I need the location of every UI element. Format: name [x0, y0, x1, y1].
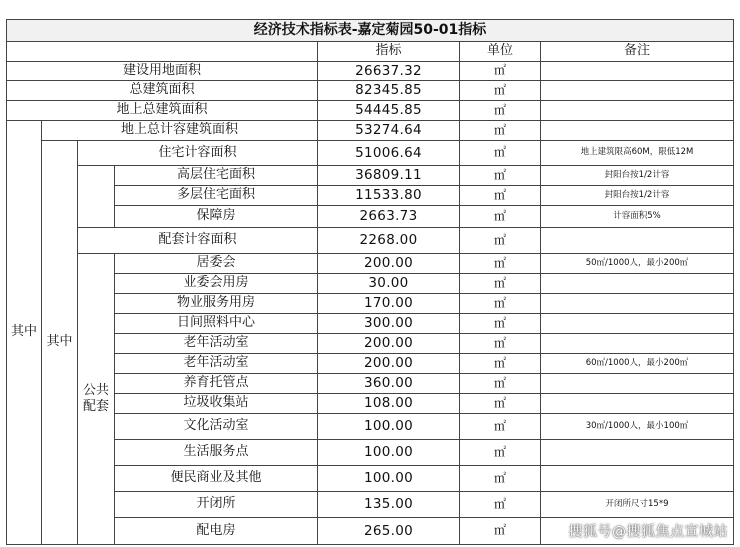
row-unit: ㎡: [460, 274, 541, 294]
row-unit: ㎡: [460, 374, 541, 394]
row-value: 30.00: [318, 274, 460, 294]
row-value: 36809.11: [318, 166, 460, 186]
group-label-public: [78, 254, 115, 545]
row-note: [541, 121, 734, 141]
row-note: 开闭所尺寸15*9: [541, 492, 734, 518]
row-unit: ㎡: [460, 440, 541, 466]
row-note: [541, 274, 734, 294]
row-note: [541, 374, 734, 394]
row-value: 108.00: [318, 394, 460, 414]
row-unit: ㎡: [460, 466, 541, 492]
row-name: 日间照料中心: [115, 314, 318, 334]
row-unit: ㎡: [460, 492, 541, 518]
row-unit: ㎡: [460, 141, 541, 166]
row-value: 200.00: [318, 334, 460, 354]
group-label-public-line1: 公共: [82, 382, 109, 398]
row-name: 配电房: [115, 518, 318, 545]
row-value: 200.00: [318, 254, 460, 274]
row-unit: ㎡: [460, 394, 541, 414]
row-note: 30㎡/1000人，最小100㎡: [541, 414, 734, 440]
row-unit: ㎡: [460, 81, 541, 101]
row-name: 住宅计容面积: [78, 141, 318, 166]
row-note: 计容面积5%: [541, 206, 734, 228]
row-name: 保障房: [115, 206, 318, 228]
row-name: 多层住宅面积: [115, 186, 318, 206]
row-note: 封阳台按1/2计容: [541, 186, 734, 206]
header-unit: 单位: [460, 42, 541, 62]
row-note: [541, 62, 734, 81]
row-name: 地上总计容建筑面积: [42, 121, 318, 141]
row-name: 文化活动室: [115, 414, 318, 440]
group-label-public-line2: 配套: [82, 399, 109, 414]
watermark: 搜狐号@搜狐焦点宣城站: [568, 524, 728, 540]
row-name: 高层住宅面积: [115, 166, 318, 186]
row-value: 200.00: [318, 354, 460, 374]
row-name: 建设用地面积: [6, 62, 318, 81]
row-name: 养育托管点: [115, 374, 318, 394]
row-value: 265.00: [318, 518, 460, 545]
row-value: 2268.00: [318, 228, 460, 254]
row-unit: ㎡: [460, 354, 541, 374]
row-note: [541, 440, 734, 466]
row-value: 11533.80: [318, 186, 460, 206]
row-name: 垃圾收集站: [115, 394, 318, 414]
row-note: [541, 334, 734, 354]
header-blank: [6, 42, 318, 62]
row-unit: ㎡: [460, 518, 541, 545]
row-note: 地上建筑限高60M，限低12M: [541, 141, 734, 166]
row-note: 封阳台按1/2计容: [541, 166, 734, 186]
row-note: 50㎡/1000人，最小200㎡: [541, 254, 734, 274]
row-unit: ㎡: [460, 206, 541, 228]
row-name: 生活服务点: [115, 440, 318, 466]
row-name: 物业服务用房: [115, 294, 318, 314]
residential-subgroup-cell: [78, 166, 115, 228]
row-unit: ㎡: [460, 62, 541, 81]
row-value: 360.00: [318, 374, 460, 394]
row-unit: ㎡: [460, 254, 541, 274]
row-name: 便民商业及其他: [115, 466, 318, 492]
row-note: [541, 228, 734, 254]
row-name: 开闭所: [115, 492, 318, 518]
row-unit: ㎡: [460, 101, 541, 121]
row-name: 居委会: [115, 254, 318, 274]
row-name: 老年活动室: [115, 334, 318, 354]
header-indicator: 指标: [318, 42, 460, 62]
row-name: 地上总建筑面积: [6, 101, 318, 121]
row-value: 26637.32: [318, 62, 460, 81]
row-value: 100.00: [318, 466, 460, 492]
row-value: 135.00: [318, 492, 460, 518]
row-unit: ㎡: [460, 166, 541, 186]
group-label-outer: 其中: [6, 121, 42, 545]
header-remark: 备注: [541, 42, 734, 62]
row-unit: ㎡: [460, 314, 541, 334]
row-value: 300.00: [318, 314, 460, 334]
row-unit: ㎡: [460, 121, 541, 141]
row-note: [541, 466, 734, 492]
row-unit: ㎡: [460, 334, 541, 354]
row-value: 170.00: [318, 294, 460, 314]
row-note: [541, 294, 734, 314]
row-note: [541, 101, 734, 121]
row-unit: ㎡: [460, 228, 541, 254]
row-note: [541, 314, 734, 334]
row-unit: ㎡: [460, 414, 541, 440]
table-title: 经济技术指标表-嘉定菊园50-01指标: [6, 19, 734, 42]
row-note: [541, 81, 734, 101]
row-value: 100.00: [318, 440, 460, 466]
group-label-mid: 其中: [42, 141, 78, 545]
row-unit: ㎡: [460, 186, 541, 206]
row-unit: ㎡: [460, 294, 541, 314]
row-note: [541, 394, 734, 414]
row-name: 配套计容面积: [78, 228, 318, 254]
row-value: 51006.64: [318, 141, 460, 166]
row-value: 54445.85: [318, 101, 460, 121]
row-name: 总建筑面积: [6, 81, 318, 101]
row-name: 老年活动室: [115, 354, 318, 374]
row-name: 业委会用房: [115, 274, 318, 294]
row-value: 53274.64: [318, 121, 460, 141]
row-note: 60㎡/1000人，最小200㎡: [541, 354, 734, 374]
row-value: 2663.73: [318, 206, 460, 228]
row-value: 100.00: [318, 414, 460, 440]
row-value: 82345.85: [318, 81, 460, 101]
